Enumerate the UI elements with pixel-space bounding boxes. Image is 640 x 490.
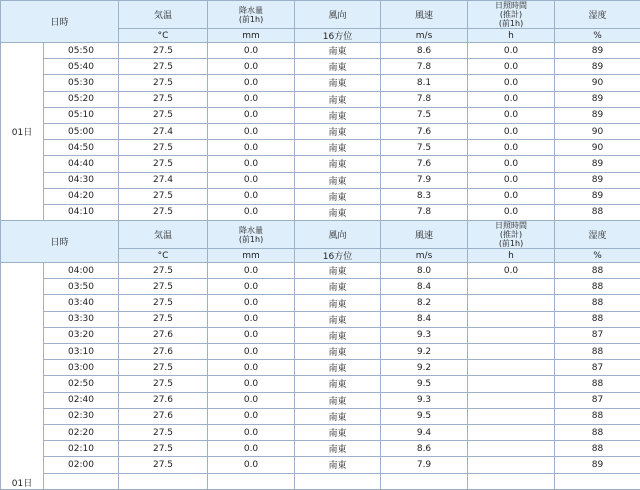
wind-dir-cell: 南東 (295, 59, 381, 75)
sunshine-cell: 0.0 (468, 204, 555, 220)
table-row (1, 392, 640, 408)
sunshine-cell: 0.0 (468, 59, 555, 75)
table-row (1, 204, 640, 220)
precip-cell: 0.0 (208, 263, 295, 279)
wind-dir-cell (295, 473, 381, 489)
temp-cell: 27.5 (119, 441, 208, 457)
table-row (1, 188, 640, 204)
wind-dir-cell: 南東 (295, 107, 381, 123)
precip-cell: 0.0 (208, 59, 295, 75)
humidity-cell: 87 (555, 392, 640, 408)
temp-cell: 27.5 (119, 457, 208, 473)
time-cell: 02:00 (44, 457, 119, 473)
time-cell: 04:20 (44, 188, 119, 204)
time-cell: 02:50 (44, 376, 119, 392)
unit-wind-speed: m/s (381, 29, 468, 43)
wind-dir-cell: 南東 (295, 156, 381, 172)
wind-dir-cell: 南東 (295, 75, 381, 91)
table-row (1, 43, 640, 59)
table-row (1, 156, 640, 172)
wind-dir-cell: 南東 (295, 172, 381, 188)
wind-speed-cell: 9.3 (381, 392, 468, 408)
col-header-wind-dir: 風向 (295, 221, 381, 249)
humidity-cell: 88 (555, 204, 640, 220)
table-row (1, 59, 640, 75)
wind-dir-cell: 南東 (295, 295, 381, 311)
wind-speed-cell: 8.6 (381, 441, 468, 457)
wind-dir-cell: 南東 (295, 344, 381, 360)
unit-precip: mm (208, 249, 295, 263)
sunshine-cell (468, 360, 555, 376)
sunshine-cell (468, 441, 555, 457)
time-cell: 04:30 (44, 172, 119, 188)
unit-wind-dir: 16方位 (295, 249, 381, 263)
time-cell: 05:20 (44, 91, 119, 107)
table-row (1, 424, 640, 440)
time-cell: 05:30 (44, 75, 119, 91)
temp-cell: 27.5 (119, 43, 208, 59)
sunshine-cell (468, 376, 555, 392)
time-cell: 03:30 (44, 311, 119, 327)
table-row (1, 376, 640, 392)
sunshine-cell (468, 295, 555, 311)
precip-cell: 0.0 (208, 156, 295, 172)
precip-cell: 0.0 (208, 75, 295, 91)
unit-humidity: % (555, 249, 640, 263)
precip-label: 降水量 (239, 6, 263, 15)
time-cell: 05:50 (44, 43, 119, 59)
wind-speed-cell: 7.8 (381, 204, 468, 220)
time-cell: 02:40 (44, 392, 119, 408)
unit-wind-dir: 16方位 (295, 29, 381, 43)
sunshine-cell: 0.0 (468, 123, 555, 139)
humidity-cell: 88 (555, 376, 640, 392)
wind-speed-cell: 8.2 (381, 295, 468, 311)
temp-cell: 27.5 (119, 140, 208, 156)
header-row (1, 221, 640, 249)
humidity-cell: 89 (555, 59, 640, 75)
time-cell: 03:10 (44, 344, 119, 360)
humidity-cell: 88 (555, 441, 640, 457)
table-row (1, 441, 640, 457)
col-header-wind-speed: 風速 (381, 1, 468, 29)
col-header-precip (208, 1, 295, 29)
wind-speed-cell: 7.8 (381, 91, 468, 107)
humidity-cell: 89 (555, 91, 640, 107)
time-cell: 03:50 (44, 279, 119, 295)
humidity-cell: 90 (555, 123, 640, 139)
sunshine-cell (468, 279, 555, 295)
sunshine-cell (468, 392, 555, 408)
table-row (1, 344, 640, 360)
wind-speed-cell: 7.9 (381, 172, 468, 188)
precip-period: (前1h) (239, 235, 263, 244)
sunshine-cell (468, 408, 555, 424)
temp-cell: 27.6 (119, 344, 208, 360)
sunshine-cell: 0.0 (468, 75, 555, 91)
precip-cell: 0.0 (208, 295, 295, 311)
temp-cell: 27.5 (119, 91, 208, 107)
table-row (1, 263, 640, 279)
day-cell: 01日 (1, 43, 44, 221)
temp-cell: 27.6 (119, 408, 208, 424)
wind-dir-cell: 南東 (295, 424, 381, 440)
temp-cell (119, 473, 208, 489)
wind-dir-cell: 南東 (295, 311, 381, 327)
wind-speed-cell: 9.3 (381, 327, 468, 343)
table-row (1, 91, 640, 107)
precip-cell (208, 473, 295, 489)
humidity-cell: 89 (555, 457, 640, 473)
time-cell (44, 473, 119, 489)
precip-cell: 0.0 (208, 311, 295, 327)
wind-speed-cell: 7.9 (381, 457, 468, 473)
wind-dir-cell: 南東 (295, 123, 381, 139)
wind-speed-cell: 8.0 (381, 263, 468, 279)
unit-sunshine: h (468, 29, 555, 43)
sunshine-period: (前1h) (499, 239, 523, 248)
precip-cell: 0.0 (208, 360, 295, 376)
humidity-cell: 89 (555, 43, 640, 59)
temp-cell: 27.5 (119, 107, 208, 123)
precip-cell: 0.0 (208, 424, 295, 440)
precip-cell: 0.0 (208, 204, 295, 220)
unit-wind-speed: m/s (381, 249, 468, 263)
col-header-precip (208, 221, 295, 249)
temp-cell: 27.5 (119, 376, 208, 392)
precip-period: (前1h) (239, 15, 263, 24)
table-row (1, 123, 640, 139)
table-row (1, 279, 640, 295)
sunshine-cell: 0.0 (468, 156, 555, 172)
humidity-cell: 88 (555, 295, 640, 311)
wind-speed-cell: 8.6 (381, 43, 468, 59)
wind-speed-cell: 8.3 (381, 188, 468, 204)
col-header-sunshine (468, 1, 555, 29)
temp-cell: 27.5 (119, 75, 208, 91)
wind-dir-cell: 南東 (295, 360, 381, 376)
temp-cell: 27.5 (119, 263, 208, 279)
temp-cell: 27.5 (119, 188, 208, 204)
humidity-cell (555, 473, 640, 489)
sunshine-cell (468, 311, 555, 327)
time-cell: 05:10 (44, 107, 119, 123)
precip-cell: 0.0 (208, 457, 295, 473)
precip-cell: 0.0 (208, 441, 295, 457)
table-row (1, 327, 640, 343)
precip-cell: 0.0 (208, 344, 295, 360)
precip-cell: 0.0 (208, 43, 295, 59)
wind-dir-cell: 南東 (295, 263, 381, 279)
precip-cell: 0.0 (208, 376, 295, 392)
day-cell: 01日 (1, 263, 44, 490)
humidity-cell: 88 (555, 311, 640, 327)
temp-cell: 27.5 (119, 156, 208, 172)
precip-cell: 0.0 (208, 107, 295, 123)
col-header-temp: 気温 (119, 1, 208, 29)
wind-speed-cell: 7.6 (381, 123, 468, 139)
table-row (1, 75, 640, 91)
sunshine-cell: 0.0 (468, 172, 555, 188)
sunshine-estimate: (推計) (500, 10, 522, 19)
sunshine-cell (468, 327, 555, 343)
wind-dir-cell: 南東 (295, 140, 381, 156)
precip-cell: 0.0 (208, 91, 295, 107)
temp-cell: 27.5 (119, 295, 208, 311)
temp-cell: 27.6 (119, 392, 208, 408)
sunshine-cell (468, 344, 555, 360)
col-header-temp: 気温 (119, 221, 208, 249)
time-cell: 02:20 (44, 424, 119, 440)
time-cell: 02:10 (44, 441, 119, 457)
sunshine-cell (468, 473, 555, 489)
precip-cell: 0.0 (208, 327, 295, 343)
table-row (1, 107, 640, 123)
table-row (1, 172, 640, 188)
wind-speed-cell: 7.8 (381, 59, 468, 75)
time-cell: 04:50 (44, 140, 119, 156)
unit-sunshine: h (468, 249, 555, 263)
sunshine-estimate: (推計) (500, 230, 522, 239)
wind-speed-cell (381, 473, 468, 489)
time-cell: 03:40 (44, 295, 119, 311)
header-row (1, 1, 640, 29)
sunshine-cell: 0.0 (468, 263, 555, 279)
temp-cell: 27.5 (119, 360, 208, 376)
sunshine-cell: 0.0 (468, 43, 555, 59)
sunshine-cell: 0.0 (468, 188, 555, 204)
time-cell: 05:00 (44, 123, 119, 139)
col-header-humidity: 湿度 (555, 1, 640, 29)
temp-cell: 27.5 (119, 311, 208, 327)
sunshine-cell (468, 424, 555, 440)
unit-precip: mm (208, 29, 295, 43)
wind-speed-cell: 8.4 (381, 279, 468, 295)
humidity-cell: 88 (555, 279, 640, 295)
wind-dir-cell: 南東 (295, 204, 381, 220)
sunshine-period: (前1h) (499, 19, 523, 28)
humidity-cell: 88 (555, 263, 640, 279)
sunshine-cell: 0.0 (468, 107, 555, 123)
wind-speed-cell: 8.1 (381, 75, 468, 91)
humidity-cell: 87 (555, 327, 640, 343)
unit-temp: °C (119, 249, 208, 263)
wind-dir-cell: 南東 (295, 457, 381, 473)
col-header-sunshine (468, 221, 555, 249)
time-cell: 03:00 (44, 360, 119, 376)
sunshine-cell: 0.0 (468, 140, 555, 156)
wind-dir-cell: 南東 (295, 43, 381, 59)
time-cell: 04:00 (44, 263, 119, 279)
time-cell: 04:40 (44, 156, 119, 172)
precip-label: 降水量 (239, 226, 263, 235)
temp-cell: 27.5 (119, 279, 208, 295)
unit-humidity: % (555, 29, 640, 43)
wind-dir-cell: 南東 (295, 376, 381, 392)
time-cell: 04:10 (44, 204, 119, 220)
temp-cell: 27.5 (119, 424, 208, 440)
time-cell: 02:30 (44, 408, 119, 424)
temp-cell: 27.5 (119, 59, 208, 75)
sunshine-label: 日照時間 (495, 1, 527, 10)
wind-speed-cell: 9.5 (381, 408, 468, 424)
time-cell: 03:20 (44, 327, 119, 343)
wind-speed-cell: 7.5 (381, 107, 468, 123)
temp-cell: 27.6 (119, 327, 208, 343)
col-header-datetime: 日時 (1, 1, 119, 43)
wind-speed-cell: 9.2 (381, 360, 468, 376)
table-row (1, 360, 640, 376)
table-row (1, 311, 640, 327)
humidity-cell: 87 (555, 360, 640, 376)
col-header-datetime: 日時 (1, 221, 119, 263)
precip-cell: 0.0 (208, 140, 295, 156)
precip-cell: 0.0 (208, 172, 295, 188)
humidity-cell: 90 (555, 140, 640, 156)
precip-cell: 0.0 (208, 408, 295, 424)
humidity-cell: 89 (555, 156, 640, 172)
col-header-humidity: 湿度 (555, 221, 640, 249)
humidity-cell: 90 (555, 75, 640, 91)
humidity-cell: 88 (555, 424, 640, 440)
wind-speed-cell: 7.5 (381, 140, 468, 156)
unit-temp: °C (119, 29, 208, 43)
table-row (1, 140, 640, 156)
wind-dir-cell: 南東 (295, 408, 381, 424)
precip-cell: 0.0 (208, 392, 295, 408)
temp-cell: 27.4 (119, 123, 208, 139)
temp-cell: 27.5 (119, 204, 208, 220)
wind-speed-cell: 7.6 (381, 156, 468, 172)
wind-dir-cell: 南東 (295, 188, 381, 204)
col-header-wind-speed: 風速 (381, 221, 468, 249)
table-row (1, 295, 640, 311)
humidity-cell: 89 (555, 172, 640, 188)
temp-cell: 27.4 (119, 172, 208, 188)
wind-speed-cell: 9.4 (381, 424, 468, 440)
sunshine-label: 日照時間 (495, 221, 527, 230)
precip-cell: 0.0 (208, 123, 295, 139)
table-row-partial (1, 473, 640, 489)
wind-dir-cell: 南東 (295, 327, 381, 343)
wind-dir-cell: 南東 (295, 91, 381, 107)
wind-dir-cell: 南東 (295, 441, 381, 457)
wind-dir-cell: 南東 (295, 392, 381, 408)
humidity-cell: 88 (555, 344, 640, 360)
precip-cell: 0.0 (208, 188, 295, 204)
wind-speed-cell: 9.2 (381, 344, 468, 360)
humidity-cell: 88 (555, 408, 640, 424)
humidity-cell: 89 (555, 188, 640, 204)
table-row (1, 408, 640, 424)
wind-speed-cell: 8.4 (381, 311, 468, 327)
col-header-wind-dir: 風向 (295, 1, 381, 29)
wind-dir-cell: 南東 (295, 279, 381, 295)
humidity-cell: 89 (555, 107, 640, 123)
precip-cell: 0.0 (208, 279, 295, 295)
sunshine-cell: 0.0 (468, 91, 555, 107)
time-cell: 05:40 (44, 59, 119, 75)
wind-speed-cell: 9.5 (381, 376, 468, 392)
